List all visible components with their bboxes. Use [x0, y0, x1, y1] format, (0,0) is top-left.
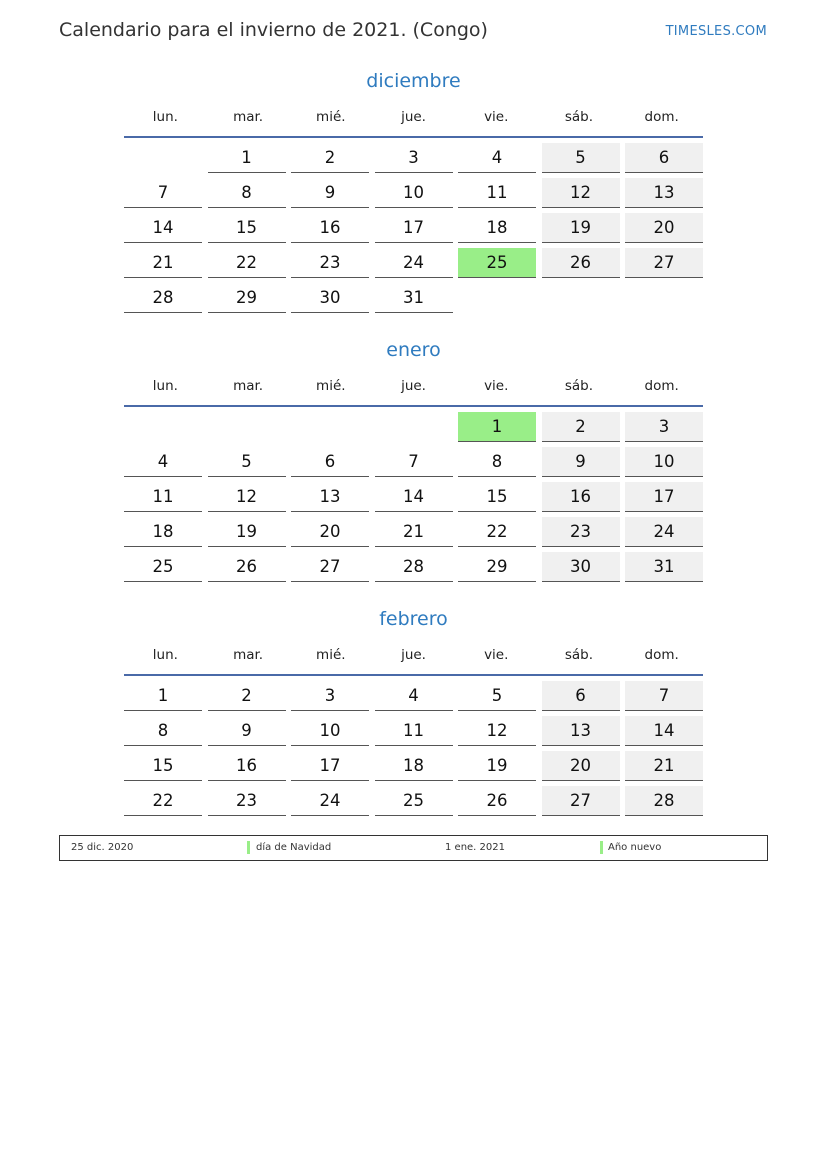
legend-label: día de Navidad	[256, 842, 332, 853]
day-cell: 16	[291, 213, 369, 243]
month-title: enero	[386, 339, 441, 361]
weekday-label: sáb.	[564, 109, 594, 125]
day-cell: 21	[375, 517, 453, 547]
weekday-label: mié.	[316, 378, 346, 394]
site-link[interactable]: TIMESLES.COM	[665, 24, 767, 39]
day-cell: 9	[542, 447, 620, 477]
day-cell: 12	[208, 482, 286, 512]
header-divider	[124, 136, 703, 138]
weekday-label: dom.	[644, 378, 679, 394]
day-cell: 30	[291, 283, 369, 313]
holiday-color-marker	[600, 841, 603, 854]
empty-cell	[375, 412, 453, 442]
day-cell: 12	[458, 716, 536, 746]
day-cell: 24	[625, 517, 703, 547]
weekday-label: mar.	[233, 378, 264, 394]
day-cell: 31	[625, 552, 703, 582]
header-divider	[124, 405, 703, 407]
day-cell: 10	[375, 178, 453, 208]
day-cell: 19	[208, 517, 286, 547]
holiday-color-marker	[247, 841, 250, 854]
weekday-header	[124, 98, 703, 136]
day-cell: 10	[625, 447, 703, 477]
day-cell: 20	[291, 517, 369, 547]
day-cell: 12	[542, 178, 620, 208]
day-cell: 26	[542, 248, 620, 278]
day-cell: 18	[124, 517, 202, 547]
month-title: febrero	[379, 608, 448, 630]
holiday-legend	[59, 835, 768, 861]
day-cell: 2	[291, 143, 369, 173]
day-cell: 28	[375, 552, 453, 582]
day-cell: 27	[542, 786, 620, 816]
day-cell: 14	[625, 716, 703, 746]
day-cell: 8	[208, 178, 286, 208]
weekday-label: lun.	[152, 647, 178, 663]
day-grid	[124, 143, 703, 313]
day-cell: 20	[625, 213, 703, 243]
weekday-label: sáb.	[564, 647, 594, 663]
day-cell: 4	[124, 447, 202, 477]
day-cell: 15	[124, 751, 202, 781]
day-cell: 18	[375, 751, 453, 781]
day-cell: 14	[375, 482, 453, 512]
day-cell: 25	[375, 786, 453, 816]
day-cell: 3	[291, 681, 369, 711]
day-cell: 25	[124, 552, 202, 582]
weekday-label: mié.	[316, 647, 346, 663]
day-cell: 22	[124, 786, 202, 816]
day-cell: 28	[625, 786, 703, 816]
weekday-label: dom.	[644, 109, 679, 125]
holiday-day-cell: 1	[458, 412, 536, 442]
day-cell: 13	[542, 716, 620, 746]
weekday-label: vie.	[484, 647, 509, 663]
day-grid	[124, 412, 703, 582]
weekday-label: mié.	[316, 109, 346, 125]
day-cell: 6	[625, 143, 703, 173]
day-cell: 23	[542, 517, 620, 547]
holiday-day-cell: 25	[458, 248, 536, 278]
header-divider	[124, 674, 703, 676]
page-title: Calendario para el invierno de 2021. (Congo)	[59, 19, 488, 41]
weekday-label: jue.	[401, 109, 426, 125]
day-cell: 14	[124, 213, 202, 243]
day-cell: 5	[208, 447, 286, 477]
day-cell: 2	[542, 412, 620, 442]
month-1	[124, 337, 703, 582]
day-cell: 3	[375, 143, 453, 173]
weekday-label: lun.	[152, 109, 178, 125]
day-cell: 11	[375, 716, 453, 746]
day-cell: 5	[542, 143, 620, 173]
day-cell: 20	[542, 751, 620, 781]
day-cell: 26	[458, 786, 536, 816]
day-cell: 16	[208, 751, 286, 781]
empty-cell	[124, 143, 202, 173]
day-cell: 6	[542, 681, 620, 711]
day-cell: 19	[542, 213, 620, 243]
month-2	[124, 606, 703, 816]
empty-cell	[291, 412, 369, 442]
legend-date: 25 dic. 2020	[71, 842, 134, 853]
weekday-label: dom.	[644, 647, 679, 663]
day-cell: 6	[291, 447, 369, 477]
day-cell: 29	[458, 552, 536, 582]
day-cell: 24	[291, 786, 369, 816]
day-cell: 8	[458, 447, 536, 477]
weekday-label: mar.	[233, 647, 264, 663]
weekday-label: vie.	[484, 378, 509, 394]
weekday-header	[124, 367, 703, 405]
day-cell: 2	[208, 681, 286, 711]
day-cell: 15	[208, 213, 286, 243]
legend-date: 1 ene. 2021	[445, 842, 505, 853]
day-cell: 23	[291, 248, 369, 278]
weekday-label: jue.	[401, 378, 426, 394]
day-cell: 22	[208, 248, 286, 278]
empty-cell	[124, 412, 202, 442]
day-cell: 17	[625, 482, 703, 512]
day-cell: 13	[625, 178, 703, 208]
day-cell: 24	[375, 248, 453, 278]
day-cell: 10	[291, 716, 369, 746]
day-cell: 27	[291, 552, 369, 582]
weekday-label: lun.	[152, 378, 178, 394]
day-cell: 26	[208, 552, 286, 582]
day-cell: 11	[124, 482, 202, 512]
day-cell: 11	[458, 178, 536, 208]
day-cell: 1	[208, 143, 286, 173]
day-cell: 7	[124, 178, 202, 208]
weekday-header	[124, 636, 703, 674]
day-grid	[124, 681, 703, 816]
weekday-label: vie.	[484, 109, 509, 125]
day-cell: 22	[458, 517, 536, 547]
day-cell: 5	[458, 681, 536, 711]
day-cell: 31	[375, 283, 453, 313]
day-cell: 27	[625, 248, 703, 278]
weekday-label: sáb.	[564, 378, 594, 394]
day-cell: 19	[458, 751, 536, 781]
day-cell: 17	[375, 213, 453, 243]
day-cell: 30	[542, 552, 620, 582]
day-cell: 1	[124, 681, 202, 711]
month-0	[124, 68, 703, 313]
day-cell: 7	[625, 681, 703, 711]
empty-cell	[208, 412, 286, 442]
weekday-label: jue.	[401, 647, 426, 663]
day-cell: 8	[124, 716, 202, 746]
month-title: diciembre	[366, 70, 461, 92]
day-cell: 4	[458, 143, 536, 173]
day-cell: 21	[625, 751, 703, 781]
day-cell: 3	[625, 412, 703, 442]
day-cell: 9	[208, 716, 286, 746]
weekday-label: mar.	[233, 109, 264, 125]
day-cell: 9	[291, 178, 369, 208]
day-cell: 21	[124, 248, 202, 278]
day-cell: 7	[375, 447, 453, 477]
day-cell: 4	[375, 681, 453, 711]
day-cell: 28	[124, 283, 202, 313]
day-cell: 29	[208, 283, 286, 313]
day-cell: 13	[291, 482, 369, 512]
day-cell: 23	[208, 786, 286, 816]
legend-label: Año nuevo	[608, 842, 662, 853]
day-cell: 17	[291, 751, 369, 781]
day-cell: 16	[542, 482, 620, 512]
day-cell: 15	[458, 482, 536, 512]
day-cell: 18	[458, 213, 536, 243]
